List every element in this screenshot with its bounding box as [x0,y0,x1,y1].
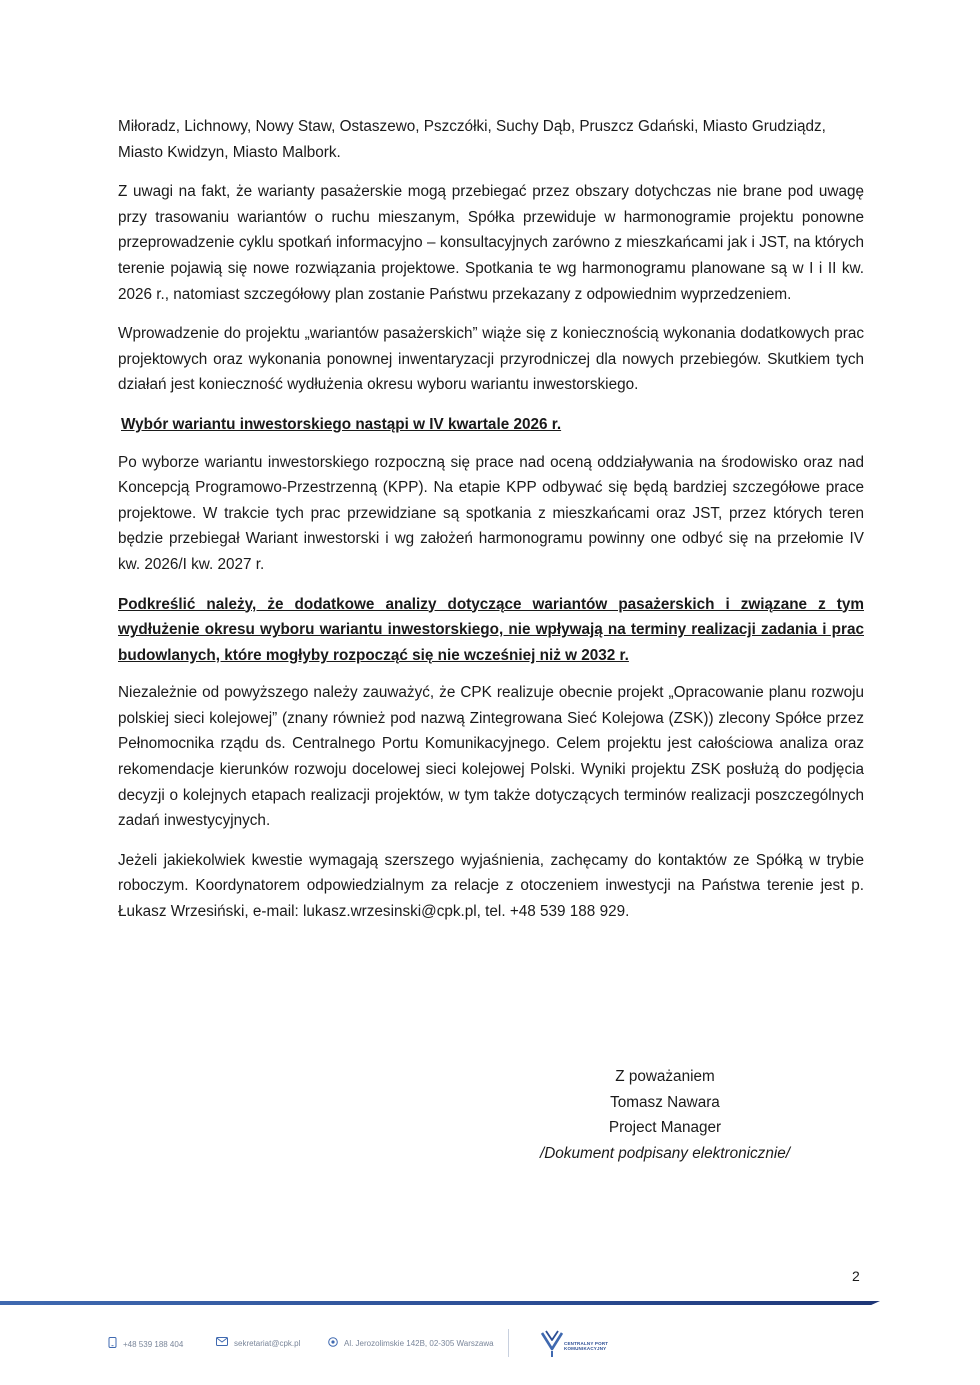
footer-email-text: sekretariat@cpk.pl [234,1338,301,1348]
footer-divider [0,1301,880,1305]
location-icon [328,1337,338,1350]
paragraph-zsk: Niezależnie od powyższego należy zauważyć, że CPK realizuje obecnie projekt „Opracowanie planu rozwoju polskiej sieci kolejowej” (znany również pod nazwą Zintegrowana Sieć Kolejowa (ZSK)) zlecony Spółce przez Pełnomocnika rządu ds. Centralnego Portu Komunikacyjnego. Celem projektu jest całościowa analiza oraz rekomendacje kierunków rozwoju docelowej sieci kolejowej Polski. Wyniki projektu ZSK posłużą do podjęcia decyzji o kolejnych etapach realizacji projektów, w tym także dotyczących terminów realizacji poszczególnych zadań inwestycyjnych. [118,684,864,830]
signature-note: /Dokument podpisany elektronicznie/ [540,1144,790,1162]
email-icon [216,1337,228,1349]
paragraph-after-selection: Po wyborze wariantu inwestorskiego rozpoczną się prace nad oceną oddziaływania na środowisko oraz nad Koncepcją Programowo-Przestrzenną (KPP). Na etapie KPP odbywać się będą bardziej szczegółowe prace projektowe. W trakcie tych prac przewidziane są spotkania z mieszkańcami oraz JST, przez których teren będzie przebiegał Wariant inwestorski i wg założeń harmonogramu powinny one odbyć się na przełomie IV kw. 2026/I kw. 2027 r. [118,453,864,573]
paragraph-municipalities: Miłoradz, Lichnowy, Nowy Staw, Ostaszewo, Pszczółki, Suchy Dąb, Pruszcz Gdański, Miasto Grudziądz, Miasto Kwidzyn, Miasto Malbork. [118,118,826,161]
phone-icon [108,1337,117,1351]
footer-phone-text: +48 539 188 404 [123,1339,184,1349]
signature-role: Project Manager [608,1119,722,1137]
paragraph-introduction: Wprowadzenie do projektu „wariantów pasażerskich” wiąże się z koniecznością wykonania dodatkowych prac projektowych oraz wykonania ponownej inwentaryzacji przyrodniczej dla nowych przebiegów. Skutkiem tych działań jest konieczność wydłużenia okresu wyboru wariantu inwestorskiego. [118,325,864,394]
signature-name: Tomasz Nawara [610,1093,720,1111]
footer [0,1325,980,1365]
paragraph-selection-date: Wybór wariantu inwestorskiego nastąpi w IV kwartale 2026 r. [121,415,562,433]
paragraph-emphasis: Podkreślić należy, że dodatkowe analizy dotyczące wariantów pasażerskich i związane z tym wydłużenie okresu wyboru wariantu inwestorskiego, nie wpływają na terminy realizacji zadania i prac budowlanych, które mogłyby rozpocząć się nie wcześniej niż w 2032 r. [118,595,864,664]
footer-phone [108,1337,183,1351]
signature-block [500,1064,830,1166]
paragraph-passenger-variants: Z uwagi na fakt, że warianty pasażerskie mogą przebiegać przez obszary dotychczas nie brane pod uwagę przy trasowaniu wariantów o ruchu mieszanym, Spółka przewiduje w harmonogramie projektu ponowne przeprowadzenie cyklu spotkań informacyjno – konsultacyjnych zarówno z mieszkańcami jak i JST, na których terenie pojawią się nowe rozwiązania projektowe. Spotkania te wg harmonogramu planowane są w I i II kw. 2026 r., natomiast szczegółowy plan zostanie Państwu przekazany z odpowiednim wyprzedzeniem. [118,183,864,303]
paragraph-contact: Jeżeli jakiekolwiek kwestie wymagają szerszego wyjaśnienia, zachęcamy do kontaktów ze Spółką w trybie roboczym. Koordynatorem odpowiedzialnym za relacje z otoczeniem inwestycji na Państwa terenie jest p. Łukasz Wrzesiński, e-mail: lukasz.wrzesinski@cpk.pl, tel. +48 539 188 929. [118,851,864,921]
footer-address [328,1337,494,1350]
letter-body [118,114,864,939]
page-number: 2 [852,1268,860,1284]
cpk-logo-text [564,1341,608,1351]
signature-greeting: Z poważaniem [615,1068,715,1085]
footer-email[interactable] [216,1337,300,1349]
logo-text-line-1: CENTRALNY PORT [564,1341,609,1346]
logo-text-line-2: KOMUNIKACYJNY [564,1346,607,1351]
footer-separator [508,1329,509,1357]
footer-address-text: Al. Jerozolimskie 142B, 02-305 Warszawa [344,1339,494,1348]
